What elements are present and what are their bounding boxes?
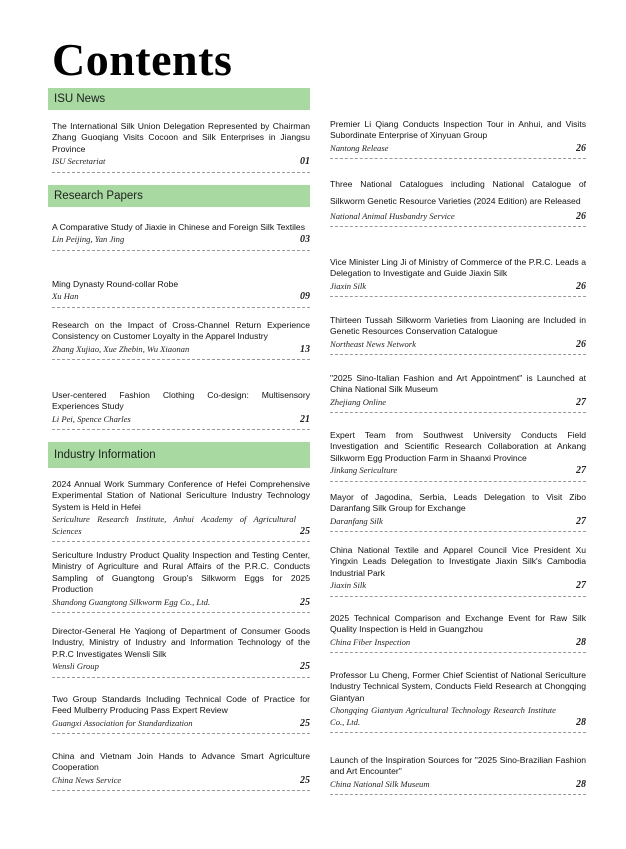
entry-page-number: 25	[300, 661, 310, 673]
entry-title: Three National Catalogues including National Catalogue of Silkworm Genetic Resource Varieties (2024 Edition) are Released	[330, 179, 586, 206]
divider	[330, 481, 586, 482]
divider	[52, 677, 310, 678]
entry-source: National Animal Husbandry Service	[330, 211, 455, 221]
entry-page-number: 01	[300, 156, 310, 168]
entry-page-number: 13	[300, 343, 310, 355]
entry-title: Mayor of Jagodina, Serbia, Leads Delegation to Visit Zibo Daranfang Silk Group for Exchange	[330, 492, 586, 514]
toc-entry[interactable]	[48, 222, 310, 251]
entry-page-number: 28	[576, 778, 586, 790]
divider	[52, 429, 310, 430]
entry-source: Jiaxin Silk	[330, 580, 367, 591]
entry-page-number: 26	[576, 211, 586, 222]
entry-page-number: 03	[300, 234, 310, 246]
entry-page-number: 27	[576, 396, 586, 408]
entry-title: Ming Dynasty Round-collar Robe	[52, 279, 179, 289]
divider	[330, 296, 586, 297]
toc-entry[interactable]	[48, 390, 310, 430]
entry-title: Premier Li Qiang Conducts Inspection Tour in Anhui, and Visits Subordinate Enterprise of Xinyuan Group	[330, 119, 586, 141]
divider	[330, 732, 586, 733]
entry-source: Shandong Guangtong Silkworm Egg Co., Ltd.	[52, 596, 211, 607]
entry-page-number: 28	[576, 636, 586, 648]
divider	[330, 596, 586, 597]
entry-page-number: 27	[576, 465, 586, 477]
toc-entry[interactable]	[330, 176, 586, 227]
toc-entry[interactable]	[48, 121, 310, 173]
divider	[52, 250, 310, 251]
toc-entry[interactable]	[48, 694, 310, 734]
divider	[52, 790, 310, 791]
entry-page-number: 26	[576, 280, 586, 292]
divider	[330, 794, 586, 795]
entry-page-number: 26	[576, 142, 586, 154]
divider	[330, 354, 586, 355]
entry-page-number: 25	[300, 717, 310, 729]
entry-source: China Fiber Inspection	[330, 636, 411, 647]
entry-page-number: 25	[300, 525, 310, 537]
entry-title: Sericulture Industry Product Quality Inspection and Testing Center, Ministry of Agriculture and Rural Affairs of the P.R.C. Conducts Sampling of Guangtong Group's Silkworm Eggs for 2025 Production	[52, 550, 310, 595]
toc-entry[interactable]	[330, 430, 586, 482]
section-header-isu-news: ISU News	[48, 88, 310, 110]
toc-entry[interactable]	[48, 550, 310, 613]
toc-entry[interactable]	[330, 492, 586, 532]
divider	[330, 158, 586, 159]
entry-title: 2024 Annual Work Summary Conference of Hefei Comprehensive Experimental Station of National Sericulture Industry Technology System is Held in Hefei	[52, 479, 310, 512]
entry-page-number: 09	[300, 291, 310, 303]
entry-source: Xu Han	[52, 291, 79, 302]
entry-source: Chongqing Giantyan Agricultural Technology Research Institute Co., Ltd.	[330, 705, 556, 727]
toc-entry[interactable]	[330, 373, 586, 413]
toc-entry[interactable]	[330, 119, 586, 159]
section-header-research-papers: Research Papers	[48, 185, 310, 207]
entry-title: Vice Minister Ling Ji of Ministry of Commerce of the P.R.C. Leads a Delegation to Investigate and Guide Jiaxin Silk	[330, 257, 586, 279]
entry-title: China and Vietnam Join Hands to Advance Smart Agriculture Cooperation	[52, 751, 310, 773]
toc-entry[interactable]	[48, 320, 310, 360]
entry-source: Jiaxin Silk	[330, 280, 367, 291]
entry-title: Professor Lu Cheng, Former Chief Scientist of National Sericulture Industry Technical System, Conducts Field Research at Chongqing Giantyan	[330, 670, 586, 703]
entry-page-number: 28	[576, 716, 586, 728]
entry-title: Expert Team from Southwest University Conducts Field Investigation and Scientific Research Collaboration at Ankang Silkworm Egg Production Farm in Shaanxi Province	[330, 430, 586, 463]
entry-source: China National Silk Museum	[330, 778, 430, 789]
entry-page-number: 25	[300, 774, 310, 786]
divider	[330, 226, 586, 227]
entry-title: Research on the Impact of Cross-Channel Return Experience Consistency on Customer Loyalty in the Apparel Industry	[52, 320, 310, 342]
entry-title: China National Textile and Apparel Council Vice President Xu Yingxin Leads Delegation to Investigate Jiaxin Silk's Cambodia Industrial Park	[330, 545, 586, 578]
entry-title: "2025 Sino-Italian Fashion and Art Appointment" is Launched at China National Silk Museum	[330, 373, 586, 395]
divider	[52, 172, 310, 173]
entry-page-number: 27	[576, 515, 586, 527]
divider	[52, 612, 310, 613]
entry-source: ISU Secretariat	[52, 156, 106, 167]
toc-entry[interactable]	[48, 751, 310, 791]
entry-page-number: 25	[300, 596, 310, 608]
entry-source: Li Pei, Spence Charles	[52, 413, 131, 424]
entry-title: Launch of the Inspiration Sources for "2025 Sino-Brazilian Fashion and Art Encounter"	[330, 755, 586, 777]
entry-page-number: 26	[576, 338, 586, 350]
toc-entry[interactable]	[330, 315, 586, 355]
entry-source: Jinkang Sericulture	[330, 465, 398, 476]
entry-source: China News Service	[52, 774, 122, 785]
entry-title: Director-General He Yaqiong of Department of Consumer Goods Industry, Ministry of Industry and Information Technology of the P.R.C Investigates Wensli Silk	[52, 626, 310, 659]
toc-entry[interactable]	[48, 479, 310, 542]
divider	[52, 541, 310, 542]
toc-entry[interactable]	[48, 279, 310, 308]
page-title: Contents	[52, 34, 233, 85]
entry-page-number: 27	[576, 580, 586, 592]
entry-source: Sericulture Research Institute, Anhui Academy of Agricultural Sciences	[52, 514, 296, 536]
entry-title: Thirteen Tussah Silkworm Varieties from Liaoning are Included in Genetic Resources Conservation Catalogue	[330, 315, 586, 337]
toc-entry[interactable]	[330, 613, 586, 653]
entry-source: Northeast News Network	[330, 338, 416, 349]
entry-title: Two Group Standards Including Technical Code of Practice for Feed Mulberry Producing Pass Expert Review	[52, 694, 310, 716]
entry-title: A Comparative Study of Jiaxie in Chinese and Foreign Silk Textiles	[52, 222, 306, 232]
divider	[330, 531, 586, 532]
toc-entry[interactable]	[330, 257, 586, 297]
entry-source: Wensli Group	[52, 661, 99, 672]
entry-source: Zhejiang Online	[330, 396, 387, 407]
divider	[52, 307, 310, 308]
toc-entry[interactable]	[330, 670, 586, 733]
entry-source: Daranfang Silk	[330, 515, 383, 526]
entry-title: User-centered Fashion Clothing Co-design: Multisensory Experiences Study	[52, 390, 310, 412]
divider	[330, 652, 586, 653]
entry-source: Zhang Xujiao, Xue Zhebin, Wu Xiaonan	[52, 343, 190, 354]
entry-source: Lin Peijing, Yan Jing	[52, 234, 125, 245]
divider	[330, 412, 586, 413]
entry-title: 2025 Technical Comparison and Exchange Event for Raw Silk Quality Inspection is Held in Guangzhou	[330, 613, 586, 635]
divider	[52, 359, 310, 360]
entry-source: Guangxi Association for Standardization	[52, 717, 193, 728]
divider	[52, 733, 310, 734]
entry-source: Nantong Release	[330, 142, 389, 153]
section-header-industry-information: Industry Information	[48, 442, 310, 468]
toc-entry[interactable]	[330, 545, 586, 597]
toc-entry[interactable]	[330, 755, 586, 795]
toc-entry[interactable]	[48, 626, 310, 678]
entry-page-number: 21	[300, 413, 310, 425]
entry-title: The International Silk Union Delegation Represented by Chairman Zhang Guoqiang Visits Cocoon and Silk Enterprises in Jiangsu Province	[52, 121, 310, 154]
